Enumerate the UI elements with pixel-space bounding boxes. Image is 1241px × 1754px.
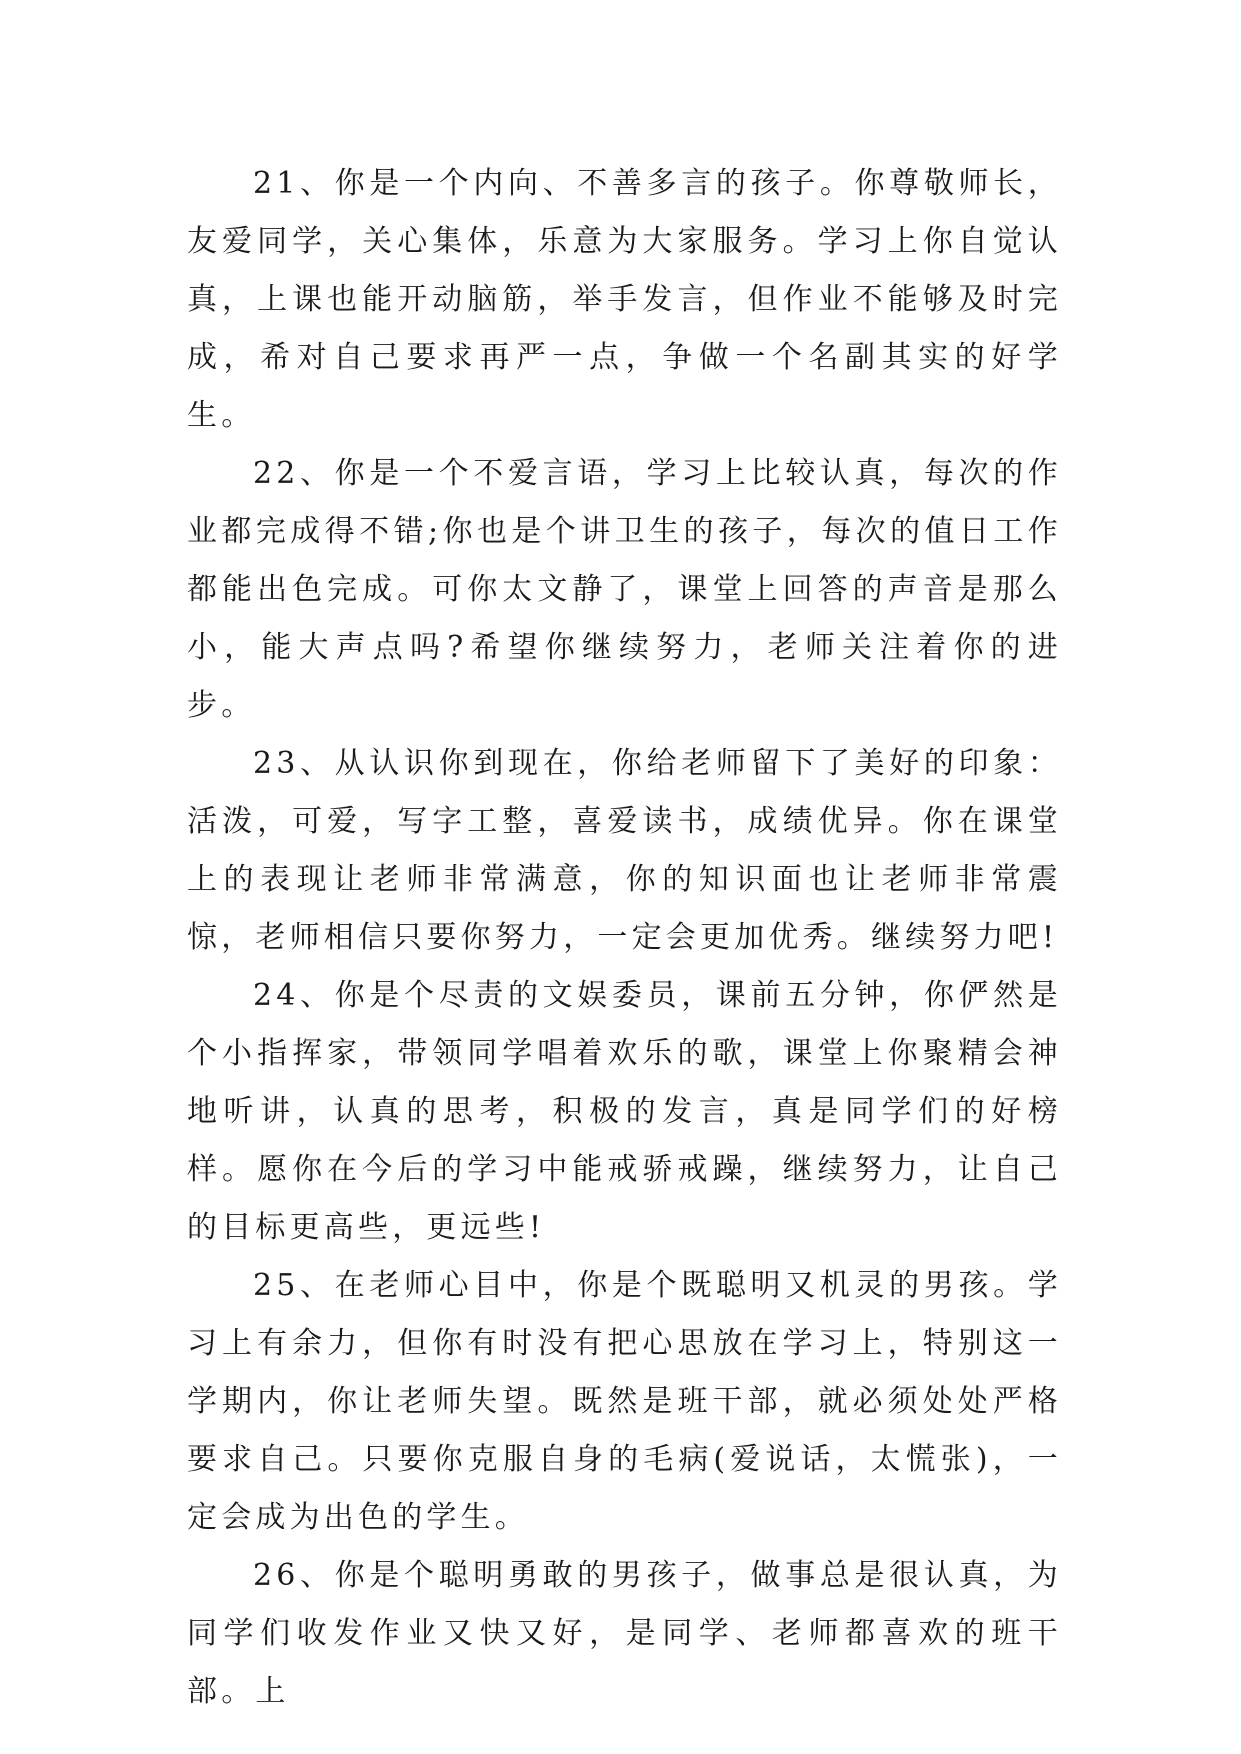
paragraph-21: 21、你是一个内向、不善多言的孩子。你尊敬师长，友爱同学，关心集体，乐意为大家服务。学习上你自觉认真，上课也能开动脑筋，举手发言，但作业不能够及时完成，希对自己要求再严一点，争做一个名副其实的好学生。 — [187, 166, 1062, 433]
paragraph-26: 26、你是个聪明勇敢的男孩子，做事总是很认真，为同学们收发作业又快又好，是同学、老师都喜欢的班干部。上 — [187, 1558, 1062, 1709]
paragraph-23: 23、从认识你到现在，你给老师留下了美好的印象：活泼，可爱，写字工整，喜爱读书，成绩优异。你在课堂上的表现让老师非常满意，你的知识面也让老师非常震惊，老师相信只要你努力，一定会更加优秀。继续努力吧! — [187, 746, 1062, 955]
paragraph-24: 24、你是个尽责的文娱委员，课前五分钟，你俨然是个小指挥家，带领同学唱着欢乐的歌，课堂上你聚精会神地听讲，认真的思考，积极的发言，真是同学们的好榜样。愿你在今后的学习中能戒骄戒躁，继续努力，让自己的目标更高些，更远些! — [187, 978, 1062, 1245]
paragraph-25: 25、在老师心目中，你是个既聪明又机灵的男孩。学习上有余力，但你有时没有把心思放在学习上，特别这一学期内，你让老师失望。既然是班干部，就必须处处严格要求自己。只要你克服自身的毛病(爱说话，太慌张)，一定会成为出色的学生。 — [187, 1268, 1062, 1535]
paragraph-22: 22、你是一个不爱言语，学习上比较认真，每次的作业都完成得不错;你也是个讲卫生的孩子，每次的值日工作都能出色完成。可你太文静了，课堂上回答的声音是那么小，能大声点吗?希望你继续努力，老师关注着你的进步。 — [187, 456, 1062, 723]
document-body — [187, 155, 1062, 1721]
